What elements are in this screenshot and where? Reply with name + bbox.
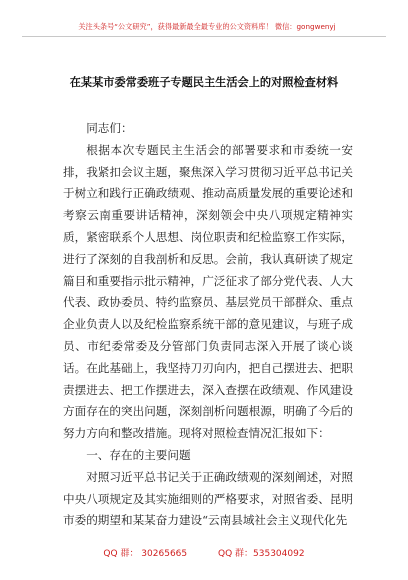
document-title: 在某某市委常委班子专题民主生活会上的对照检查材料 — [69, 76, 339, 89]
paragraph-intro: 根据本次专题民主生活会的部署要求和市委统一安排，我紧扣会议主题，聚焦深入学习贯彻习近平总书记关于树立和践行正确政绩观、推动高质量发展的重要论述和考察云南重要讲话精神，深刻领会中央八项规定精神实质，紧密联系个人思想、岗位职责和纪检监察工作实际，进行了深刻的自我剖析和反思。会前，我认真研读了规定篇目和重要指示批示精神，广泛征求了部分党代表、人大代表、政协委员、特约监察员、基层党员干部群众、重点企业负责人以及纪检监察系统干部的意见建议，与班子成员、市纪委常委及分管部门负责同志深入开展了谈心谈话。在此基础上，我坚持刀刃向内，把自己摆进去、把职责摆进去、把工作摆进去，深入查摆在政绩观、作风建设方面存在的突出问题，深刻剖析问题根源，明确了今后的努力方向和整改措施。现将对照检查情况汇报如下： — [63, 142, 353, 441]
document-body — [63, 118, 353, 532]
footer-contact — [0, 548, 408, 560]
paragraph-problems: 对照习近平总书记关于正确政绩观的深刻阐述，对照中央八项规定及其实施细则的严格要求，对照省委、昆明市委的期望和某某奋力建设“云南县域社会主义现代化先 — [63, 469, 353, 528]
salutation: 同志们： — [86, 121, 133, 135]
header-divider — [22, 36, 386, 37]
footer-qq-group-1: QQ 群： 30265665 — [103, 549, 188, 559]
footer-qq-group-2: QQ 群：535304092 — [218, 549, 305, 559]
section-heading-problems: 一、存在的主要问题 — [86, 447, 191, 462]
header-banner: 关注头条号“公文研究”，获得最新最全最专业的公文资料库！ 微信：gongwenyj — [78, 22, 336, 31]
